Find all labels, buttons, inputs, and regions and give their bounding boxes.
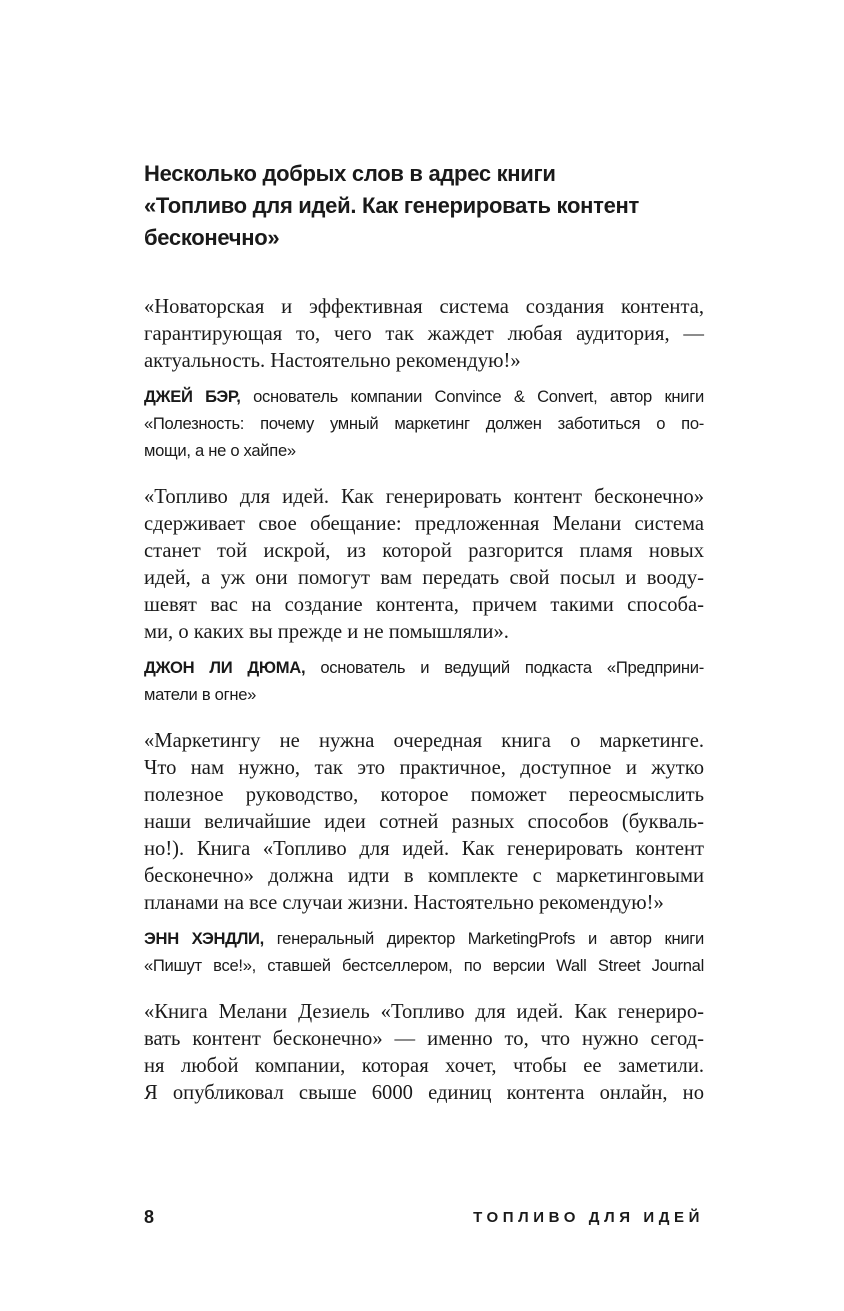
blurb-quote (144, 728, 704, 917)
blurb-attribution (144, 383, 704, 464)
quote-line: наши величайшие идеи сотней разных способов (букваль- (144, 811, 704, 833)
attribution-line: матели в огне» (144, 685, 257, 704)
page-content (144, 158, 704, 1107)
attribution-text: основатель компании Convince & Convert, автор книги (240, 387, 704, 406)
blurb-attribution (144, 654, 704, 708)
blurb-quote (144, 294, 704, 375)
attribution-line: мощи, а не о хайпе» (144, 441, 296, 460)
quote-line: станет той искрой, из которой разгорится пламя новых (144, 540, 704, 562)
quote-line: ми, о каких вы прежде и не помышляли». (144, 621, 509, 643)
attribution-line (144, 383, 704, 410)
author-name: ЭНН ХЭНДЛИ, (144, 929, 264, 948)
quote-line: идей, а уж они помогут вам передать свой посыл и вооду- (144, 567, 704, 589)
attribution-line: «Полезность: почему умный маркетинг должен заботиться о по- (144, 414, 704, 433)
quote-line: «Новаторская и эффективная система создания контента, (144, 296, 704, 318)
quote-line: сдерживает свое обещание: предложенная Мелани система (144, 513, 704, 535)
quote-line: планами на все случаи жизни. Настоятельно рекомендую!» (144, 892, 664, 914)
attribution-line (144, 654, 704, 681)
quote-line: Что нам нужно, так это практичное, доступное и жутко (144, 757, 704, 779)
author-name: ДЖОН ЛИ ДЮМА, (144, 658, 306, 677)
quote-line: актуальность. Настоятельно рекомендую!» (144, 350, 521, 372)
quote-line: ня любой компании, которая хочет, чтобы ее заметили. (144, 1055, 704, 1077)
quote-line: «Топливо для идей. Как генерировать контент бесконечно» (144, 486, 704, 508)
quote-line: но!). Книга «Топливо для идей. Как генерировать контент (144, 838, 704, 860)
quote-line: шевят вас на создание контента, причем такими способа- (144, 594, 704, 616)
attribution-text: генеральный директор MarketingProfs и автор книги (264, 929, 705, 948)
quote-line: бесконечно» должна идти в комплекте с маркетинговыми (144, 865, 704, 887)
page-number: 8 (144, 1207, 155, 1227)
quote-line: «Книга Мелани Дезиель «Топливо для идей. Как генериро- (144, 1001, 704, 1023)
heading-line: бесконечно» (144, 225, 280, 250)
running-title: ТОПЛИВО ДЛЯ ИДЕЙ (473, 1209, 704, 1226)
heading-line: Несколько добрых слов в адрес книги (144, 161, 556, 186)
blurb-quote (144, 484, 704, 646)
quote-line: гарантирующая то, чего так жаждет любая аудитория, — (144, 323, 704, 345)
blurb-quote (144, 999, 704, 1107)
section-heading (144, 158, 704, 254)
heading-line: «Топливо для идей. Как генерировать контент (144, 193, 639, 218)
attribution-text: основатель и ведущий подкаста «Предприни- (305, 658, 704, 677)
blurb-attribution (144, 925, 704, 979)
attribution-line (144, 925, 704, 952)
quote-line: полезное руководство, которое поможет переосмыслить (144, 784, 704, 806)
quote-line: Я опубликовал свыше 6000 единиц контента онлайн, но (144, 1082, 704, 1104)
author-name: ДЖЕЙ БЭР, (144, 387, 241, 406)
attribution-line: «Пишут все!», ставшей бестселлером, по версии Wall Street Journal (144, 956, 704, 975)
quote-line: «Маркетингу не нужна очередная книга о маркетинге. (144, 730, 704, 752)
quote-line: вать контент бесконечно» — именно то, что нужно сегод- (144, 1028, 704, 1050)
